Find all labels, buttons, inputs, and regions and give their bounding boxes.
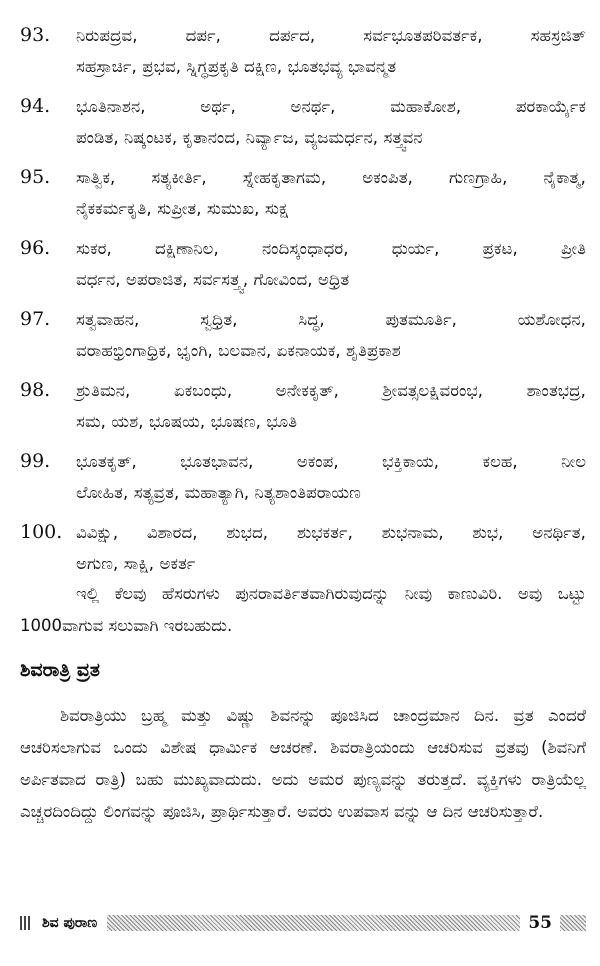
entry-terms [76, 20, 586, 82]
entry-line: ವರಾಹಭ್ರಿಂಗಾಧ್ರಿಕ, ಭೃಂಗಿ, ಬಲವಾನ, ಏಕನಾಯಕ, ಶೃತಿಪ್ರಕಾಶ [76, 341, 401, 360]
list-entry [20, 91, 586, 153]
body-paragraph [20, 700, 586, 828]
entry-number: 96. [20, 237, 51, 259]
entry-terms [76, 233, 586, 295]
entry-line: ಸಹಸ್ರಾರ್ಚಿ, ಪ್ರಭವ, ಸ್ನಿಗ್ಧಪ್ರಕೃತಿ ದಕ್ಷಿಣ, ಭೂತಭವ್ಯ ಭಾವನ್ಮತ [76, 57, 397, 76]
entry-terms [76, 91, 586, 153]
entry-line: ಅಗುಣ, ಸಾಕ್ಷಿ, ಅಕರ್ತ [76, 554, 196, 573]
entry-line: ಸತ್ವವಾಹನ, ಸ್ವಧ್ರಿತ, ಸಿದ್ಧ, ಪುತಮೂರ್ತಿ, ಯಶೋಧನ, [76, 310, 586, 329]
list-entry [20, 304, 586, 366]
entry-line: ಸಮ, ಯಶ, ಭೂಷಯ, ಭೂಷಣ, ಭೂತಿ [76, 412, 298, 431]
note-paragraph [20, 578, 586, 642]
page-number: 55 [528, 913, 552, 933]
paragraph-text: ಶಿವರಾತ್ರಿಯು ಬ್ರಹ್ಮ ಮತ್ತು ವಿಷ್ಣು ಶಿವನನ್ನು ಪೂಜಿಸಿದ ಚಾಂದ್ರಮಾನ ದಿನ. ವ್ರತ ಎಂದರೆ ಆಚರಿಸಲಾಗುವ ಒಂದು ವಿಶೇಷ ಧಾರ್ಮಿಕ ಆಚರಣೆ. ಶಿವರಾತ್ರಿಯಂದು ಆಚರಿಸುವ ವ್ರತವು (ಶಿವನಿಗೆ ಅರ್ಪಿತವಾದ ರಾತ್ರಿ) ಬಹು ಮುಖ್ಯವಾದುದು. ಅದು ಅಮರ ಪುಣ್ಯವನ್ನು ತರುತ್ತದೆ. ವ್ಯಕ್ತಿಗಳು ರಾತ್ರಿಯೆಲ್ಲ ಎಚ್ಚರದಿಂದಿದ್ದು ಲಿಂಗವನ್ನು ಪೂಜಿಸಿ, ಪ್ರಾರ್ಥಿಸುತ್ತಾರೆ. ಅವರು ಉಪವಾಸ ವನ್ನು ಆ ದಿನ ಆಚರಿಸುತ್ತಾರೆ. [20, 706, 586, 821]
entry-number: 95. [20, 166, 51, 188]
entry-terms [76, 446, 586, 508]
footer-band [107, 915, 520, 931]
entry-line: ವರ್ಧನ, ಅಪರಾಜಿತ, ಸರ್ವಸತ್ತ್ವ, ಗೋವಿಂದ, ಅಧ್ರಿತ [76, 270, 350, 289]
list-entry [20, 375, 586, 437]
section-heading: ಶಿವರಾತ್ರಿ ವ್ರತ [20, 659, 100, 681]
list-entry [20, 162, 586, 224]
entry-number: 94. [20, 95, 51, 117]
entry-terms [76, 162, 586, 224]
list-entry [20, 446, 586, 508]
entry-number: 99. [20, 450, 51, 472]
footer-band-end [560, 915, 586, 931]
entry-line: ಭೂತಕೃತ್, ಭೂತಭಾವನ, ಅಕಂಪ, ಭಕ್ತಿಕಾಯ, ಕಲಹ, ನೀಲ [76, 452, 586, 471]
entry-line: ಶ್ರುತಿಮನ, ಏಕಬಂಧು, ಅನೇಕಕೃತ್, ಶ್ರೀವತ್ಸಲಕ್ಷಿವರಂಭ, ಶಾಂತಭದ್ರ, [76, 381, 586, 400]
entry-number: 97. [20, 308, 51, 330]
entry-line: ವಿವಿಕ್ಷು, ವಿಶಾರದ, ಶುಭದ, ಶುಭಕರ್ತ, ಶುಭನಾಮ, ಶುಭ, ಅನರ್ಥಿತ, [76, 523, 586, 542]
entry-line: ಲೋಹಿತ, ಸತ್ಯವ್ರತ, ಮಹಾತ್ಯಾಗಿ, ನಿತ್ಯಶಾಂತಿಪರಾಯಣ [76, 483, 361, 502]
entry-line: ಪಂಡಿತ, ನಿಷ್ಕಂಟಕ, ಕೃತಾನಂದ, ನಿರ್ವ್ಯಾಜ, ವ್ಯಜಮರ್ಧನ, ಸತ್ತ್ವವನ [76, 128, 423, 147]
entry-terms [76, 304, 586, 366]
list-entry [20, 517, 586, 579]
list-entry [20, 20, 586, 82]
note-text: ಇಲ್ಲಿ ಕೆಲವು ಹೆಸರುಗಳು ಪುನರಾವರ್ತಿತವಾಗಿರುವುದನ್ನು ನೀವು ಕಾಣುವಿರಿ. ಅವು ಒಟ್ಟು 1000ವಾಗುವ ಸಲುವಾಗಿ ಇರಬಹುದು. [20, 584, 586, 635]
entry-terms [76, 517, 586, 579]
entry-line: ಸುಕರ, ದಕ್ಷಿಣಾನಿಲ, ನಂದಿಸ್ಕಂಧಾಧರ, ಧುರ್ಯ, ಪ್ರಕಟ, ಪ್ರೀತಿ [76, 239, 586, 258]
list-entry [20, 233, 586, 295]
entry-line: ನಿರುಪದ್ರವ, ದರ್ಪ, ದರ್ಪದ, ಸರ್ವಭೂತಪರಿವರ್ತಕ, ಸಹಸ್ರಜಿತ್ [76, 26, 586, 45]
entry-terms [76, 375, 586, 437]
footer-ornament-icon [20, 916, 30, 930]
entry-number: 98. [20, 379, 51, 401]
running-title: ಶಿವ ಪುರಾಣ [42, 915, 98, 931]
page-footer [20, 908, 586, 938]
entry-line: ಸಾತ್ವಿಕ, ಸತ್ಯಕೀರ್ತಿ, ಸ್ನೇಹಕೃತಾಗಮ, ಅಕಂಪಿತ, ಗುಣಗ್ರಾಹಿ, ನೈಕಾತ್ಮ, [76, 168, 586, 187]
entry-number: 93. [20, 24, 51, 46]
entry-line: ಭೂತಿನಾಶನ, ಅರ್ಥ, ಅನರ್ಥ, ಮಹಾಕೋಶ, ಪರಕಾರ್ಯೈಕ [76, 97, 586, 116]
name-list [20, 20, 586, 588]
entry-number: 100. [20, 521, 63, 543]
entry-line: ನೈಕಕರ್ಮಕೃತಿ, ಸುಪ್ರೀತ, ಸುಮುಖ, ಸುಕ್ಷ [76, 199, 288, 218]
